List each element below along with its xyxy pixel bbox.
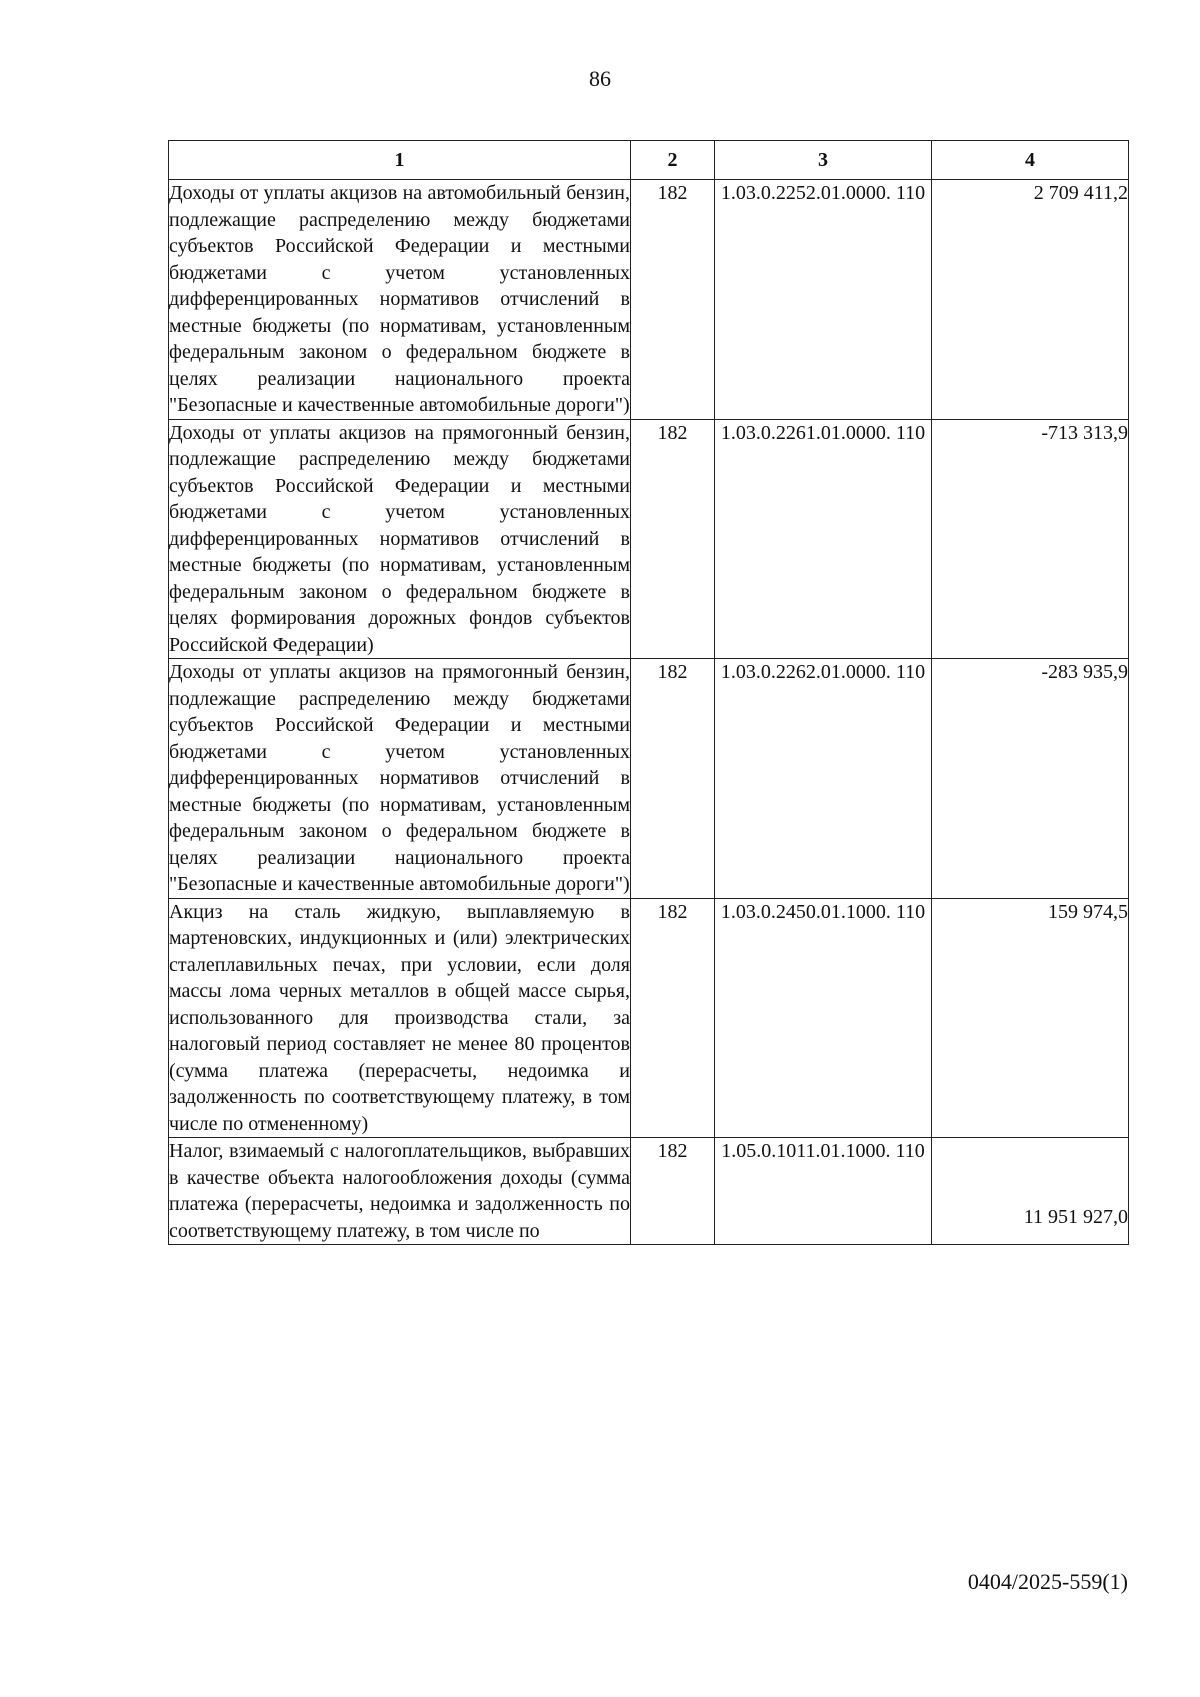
budget-revenue-table — [168, 140, 1129, 1245]
column-header-2: 2 — [631, 141, 715, 180]
row-amount: -713 313,9 — [932, 419, 1129, 659]
table-row — [169, 419, 1129, 659]
row-budget-code: 1.03.0.2262.01.0000. 110 — [715, 659, 932, 899]
row-amount: -283 935,9 — [932, 659, 1129, 899]
row-admin-code: 182 — [631, 180, 715, 420]
row-amount: 2 709 411,2 — [932, 180, 1129, 420]
row-amount: 11 951 927,0 — [932, 1138, 1129, 1245]
row-description: Налог, взимаемый с налогоплательщиков, выбравших в качестве объекта налогообложения доходы (сумма платежа (перерасчеты, недоимка и задолженность по соответствующему платежу, в том числе по — [169, 1138, 631, 1245]
row-admin-code: 182 — [631, 419, 715, 659]
column-header-3: 3 — [715, 141, 932, 180]
row-budget-code: 1.03.0.2261.01.0000. 110 — [715, 419, 932, 659]
table-row — [169, 1138, 1129, 1245]
row-admin-code: 182 — [631, 659, 715, 899]
row-description: Доходы от уплаты акцизов на автомобильный бензин, подлежащие распределению между бюджетами субъектов Российской Федерации и местными бюджетами с учетом установленных дифференцированных нормативов отчислений в местные бюджеты (по нормативам, установленным федеральным законом о федеральном бюджете в целях реализации национального проекта "Безопасные и качественные автомобильные дороги") — [169, 180, 631, 420]
column-header-4: 4 — [932, 141, 1129, 180]
row-description: Доходы от уплаты акцизов на прямогонный бензин, подлежащие распределению между бюджетами субъектов Российской Федерации и местными бюджетами с учетом установленных дифференцированных нормативов отчислений в местные бюджеты (по нормативам, установленным федеральным законом о федеральном бюджете в целях формирования дорожных фондов субъектов Российской Федерации) — [169, 419, 631, 659]
table-row — [169, 898, 1129, 1138]
table-row — [169, 659, 1129, 899]
table-header-row — [169, 141, 1129, 180]
row-budget-code: 1.03.0.2450.01.1000. 110 — [715, 898, 932, 1138]
page-number: 86 — [589, 66, 611, 91]
row-admin-code: 182 — [631, 1138, 715, 1245]
row-admin-code: 182 — [631, 898, 715, 1138]
row-budget-code: 1.03.0.2252.01.0000. 110 — [715, 180, 932, 420]
column-header-1: 1 — [169, 141, 631, 180]
row-description: Доходы от уплаты акцизов на прямогонный бензин, подлежащие распределению между бюджетами субъектов Российской Федерации и местными бюджетами с учетом установленных дифференцированных нормативов отчислений в местные бюджеты (по нормативам, установленным федеральным законом о федеральном бюджете в целях реализации национального проекта "Безопасные и качественные автомобильные дороги") — [169, 659, 631, 899]
table-row — [169, 180, 1129, 420]
row-budget-code: 1.05.0.1011.01.1000. 110 — [715, 1138, 932, 1245]
row-description: Акциз на сталь жидкую, выплавляемую в мартеновских, индукционных и (или) электрических сталеплавильных печах, при условии, если доля массы лома черных металлов в общей массе сырья, использованного для производства стали, за налоговый период составляет не менее 80 процентов (сумма платежа (перерасчеты, недоимка и задолженность по соответствующему платежу, в том числе по отмененному) — [169, 898, 631, 1138]
document-id: 0404/2025-559(1) — [967, 1569, 1128, 1594]
row-amount: 159 974,5 — [932, 898, 1129, 1138]
